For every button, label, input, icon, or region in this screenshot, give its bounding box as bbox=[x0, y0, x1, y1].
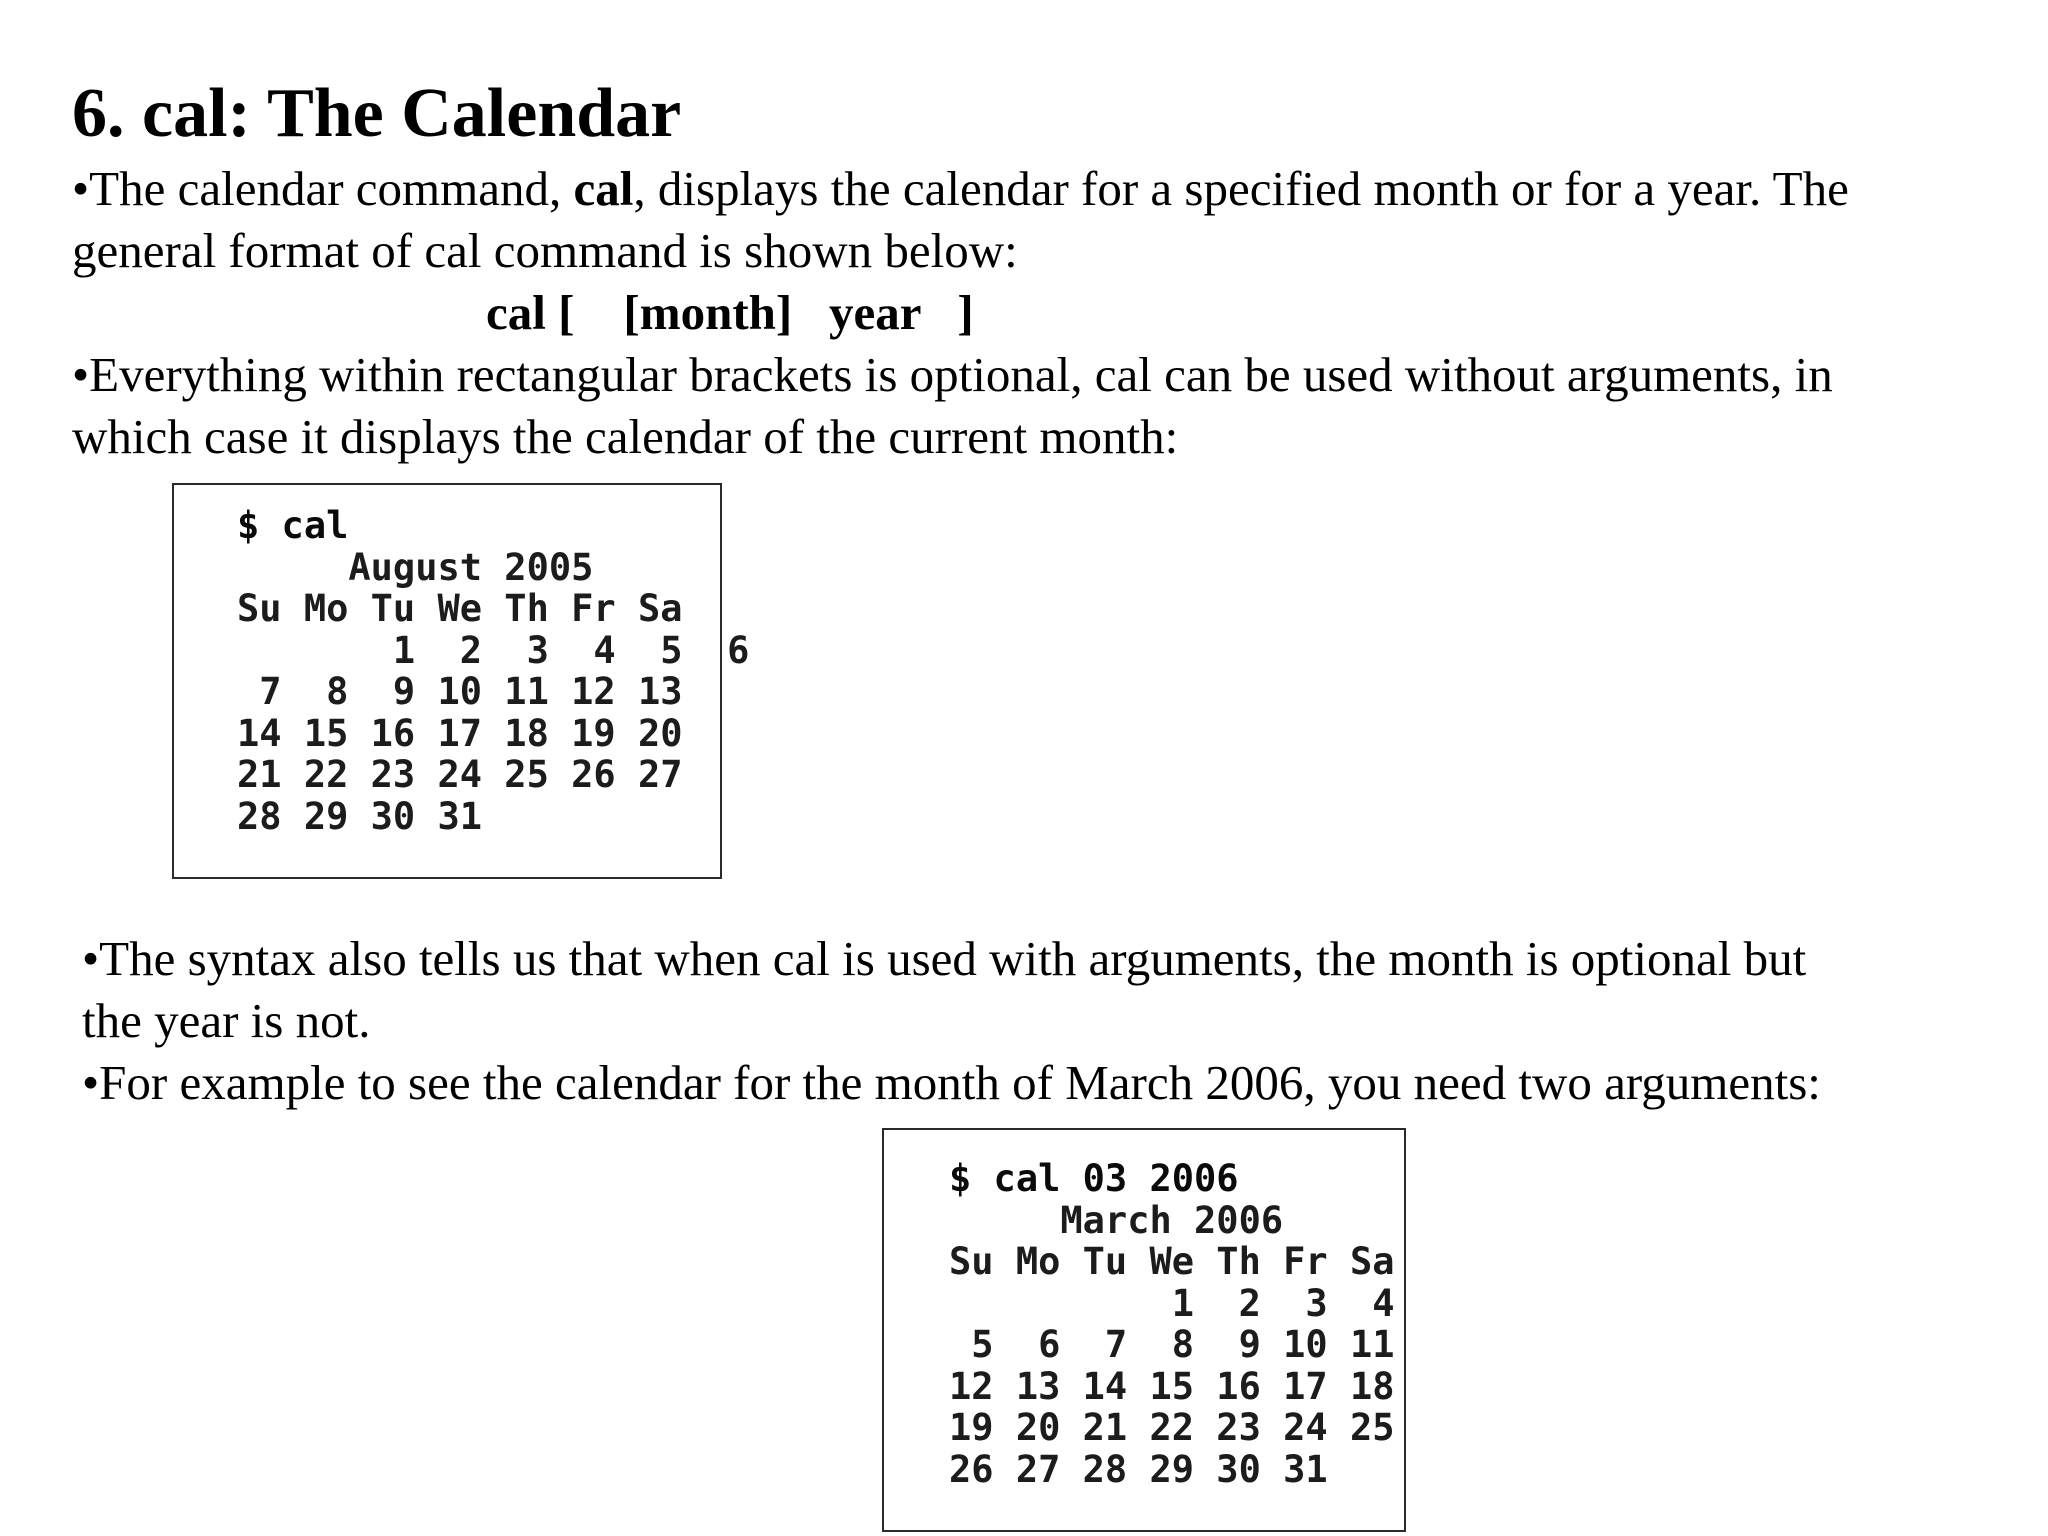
syntax-note-line-1: •The syntax also tells us that when cal is used with arguments, the month is optional but bbox=[82, 931, 1807, 986]
calendar-week-row: 19 20 21 22 23 24 25 bbox=[949, 1406, 1395, 1449]
terminal-output-august-2005 bbox=[172, 483, 750, 879]
intro-paragraph bbox=[72, 158, 1849, 282]
intro-text-end: , displays the calendar for a specified month or for a year. The bbox=[633, 161, 1849, 216]
terminal-command: $ cal bbox=[237, 504, 349, 547]
terminal-text bbox=[949, 1158, 1404, 1490]
optional-note-line-2: which case it displays the calendar of the current month: bbox=[72, 409, 1179, 464]
intro-line-2: general format of cal command is shown below: bbox=[72, 223, 1018, 278]
optional-note-line-1: •Everything within rectangular brackets is optional, cal can be used without arguments, in bbox=[72, 347, 1833, 402]
calendar-month-title: August 2005 bbox=[237, 545, 594, 589]
intro-line-1 bbox=[72, 158, 1849, 220]
cal-command-bold: cal bbox=[573, 161, 634, 216]
page-title: 6. cal: The Calendar bbox=[72, 75, 682, 152]
calendar-week-row: 1 2 3 4 5 6 bbox=[237, 628, 750, 672]
command-syntax: cal [ [month] year ] bbox=[486, 285, 974, 340]
example-note-line: •For example to see the calendar for the month of March 2006, you need two arguments: bbox=[82, 1055, 1821, 1110]
calendar-weekday-header: Su Mo Tu We Th Fr Sa bbox=[237, 587, 683, 630]
calendar-week-row: 7 8 9 10 11 12 13 bbox=[237, 670, 683, 713]
calendar-month-title: March 2006 bbox=[949, 1198, 1284, 1242]
intro-text-start: •The calendar command, bbox=[72, 161, 574, 216]
calendar-week-row: 1 2 3 4 bbox=[949, 1281, 1395, 1325]
example-note-paragraph bbox=[82, 1052, 1821, 1114]
terminal-command: $ cal 03 2006 bbox=[949, 1157, 1239, 1200]
calendar-week-row: 12 13 14 15 16 17 18 bbox=[949, 1364, 1395, 1408]
syntax-note-paragraph bbox=[82, 928, 1806, 1052]
calendar-week-row: 14 15 16 17 18 19 20 bbox=[237, 711, 683, 755]
terminal-text bbox=[237, 504, 750, 838]
calendar-weekday-header: Su Mo Tu We Th Fr Sa bbox=[949, 1240, 1395, 1283]
calendar-week-row: 26 27 28 29 30 31 bbox=[949, 1447, 1328, 1491]
calendar-week-row: 5 6 7 8 9 10 11 bbox=[949, 1323, 1395, 1366]
terminal-output-march-2006 bbox=[882, 1128, 1406, 1532]
calendar-week-row: 28 29 30 31 bbox=[237, 794, 483, 838]
optional-note-paragraph bbox=[72, 344, 1833, 468]
syntax-note-line-2: the year is not. bbox=[82, 993, 371, 1048]
calendar-week-row: 21 22 23 24 25 26 27 bbox=[237, 753, 683, 796]
